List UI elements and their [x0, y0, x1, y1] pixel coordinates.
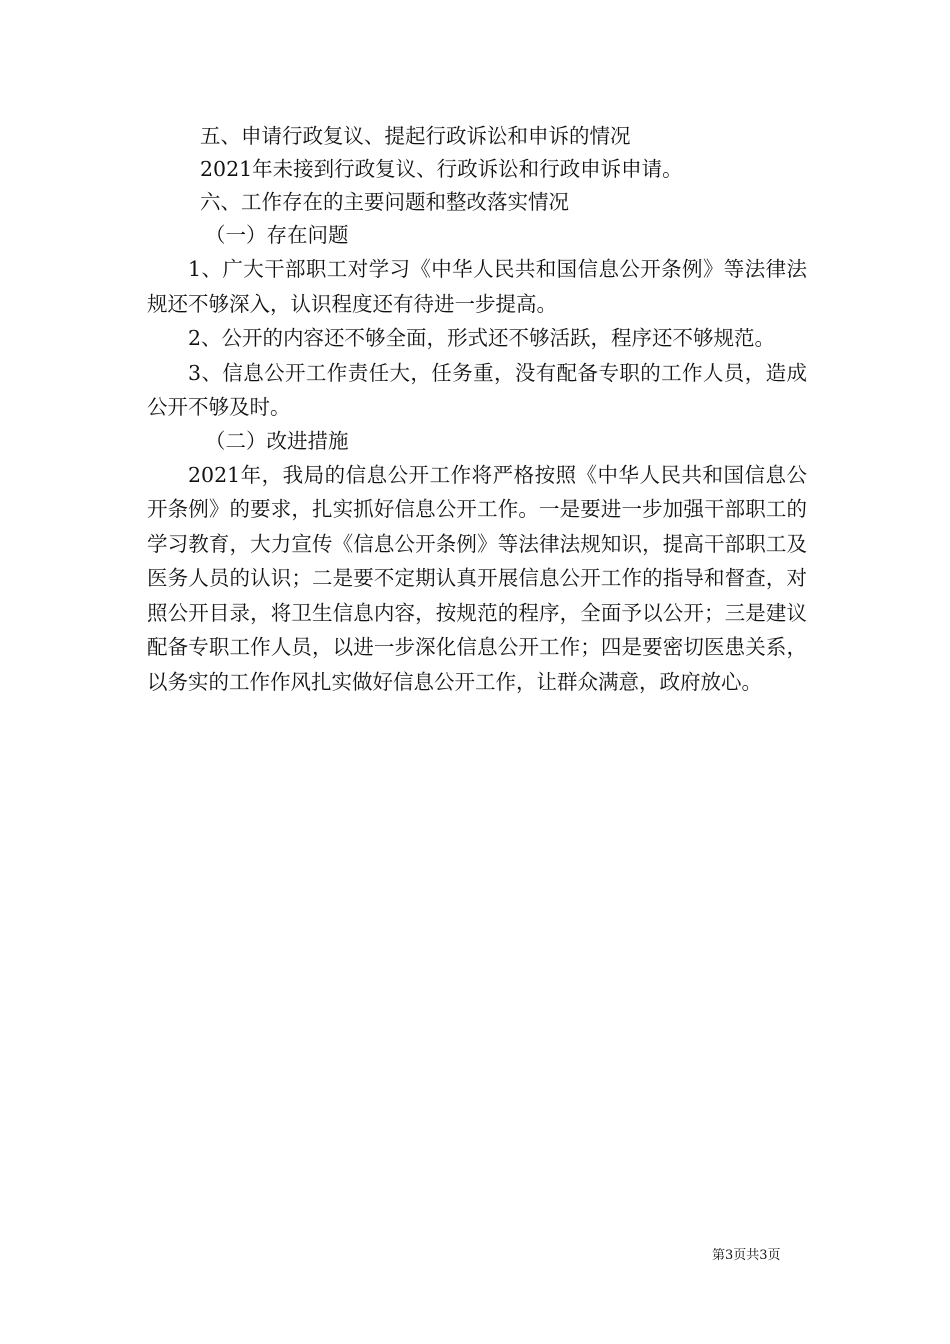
problem-item-1: 1、广大干部职工对学习《中华人民共和国信息公开条例》等法律法规还不够深入，认识程度还有待进一步提高。	[147, 257, 807, 316]
subheading-improvements: （二）改进措施	[205, 428, 349, 453]
section-5-body: 2021年未接到行政复议、行政诉讼和行政申诉申请。	[200, 157, 683, 181]
improvement-paragraph: 2021年，我局的信息公开工作将严格按照《中华人民共和国信息公开条例》的要求，扎实抓好信息公开工作。一是要进一步加强干部职工的学习教育，大力宣传《信息公开条例》等法律法规知识，提高干部职工及医务人员的认识；二是要不定期认真开展信息公开工作的指导和督查，对照公开目录，将卫生信息内容，按规范的程序，全面予以公开；三是建议配备专职工作人员，以进一步深化信息公开工作；四是要密切医患关系，以务实的工作作风扎实做好信息公开工作，让群众满意，政府放心。	[147, 462, 807, 694]
problem-item-2: 2、公开的内容还不够全面，形式还不够活跃，程序还不够规范。	[188, 326, 776, 350]
problem-item-3: 3、信息公开工作责任大，任务重，没有配备专职的工作人员，造成公开不够及时。	[147, 360, 807, 419]
page-number-footer: 第3页共3页	[712, 1248, 781, 1263]
section-heading-6: 六、工作存在的主要问题和整改落实情况	[200, 190, 569, 214]
document-body	[147, 120, 807, 699]
subheading-problems: （一）存在问题	[205, 223, 349, 247]
section-heading-5: 五、申请行政复议、提起行政诉讼和申诉的情况	[200, 124, 631, 148]
